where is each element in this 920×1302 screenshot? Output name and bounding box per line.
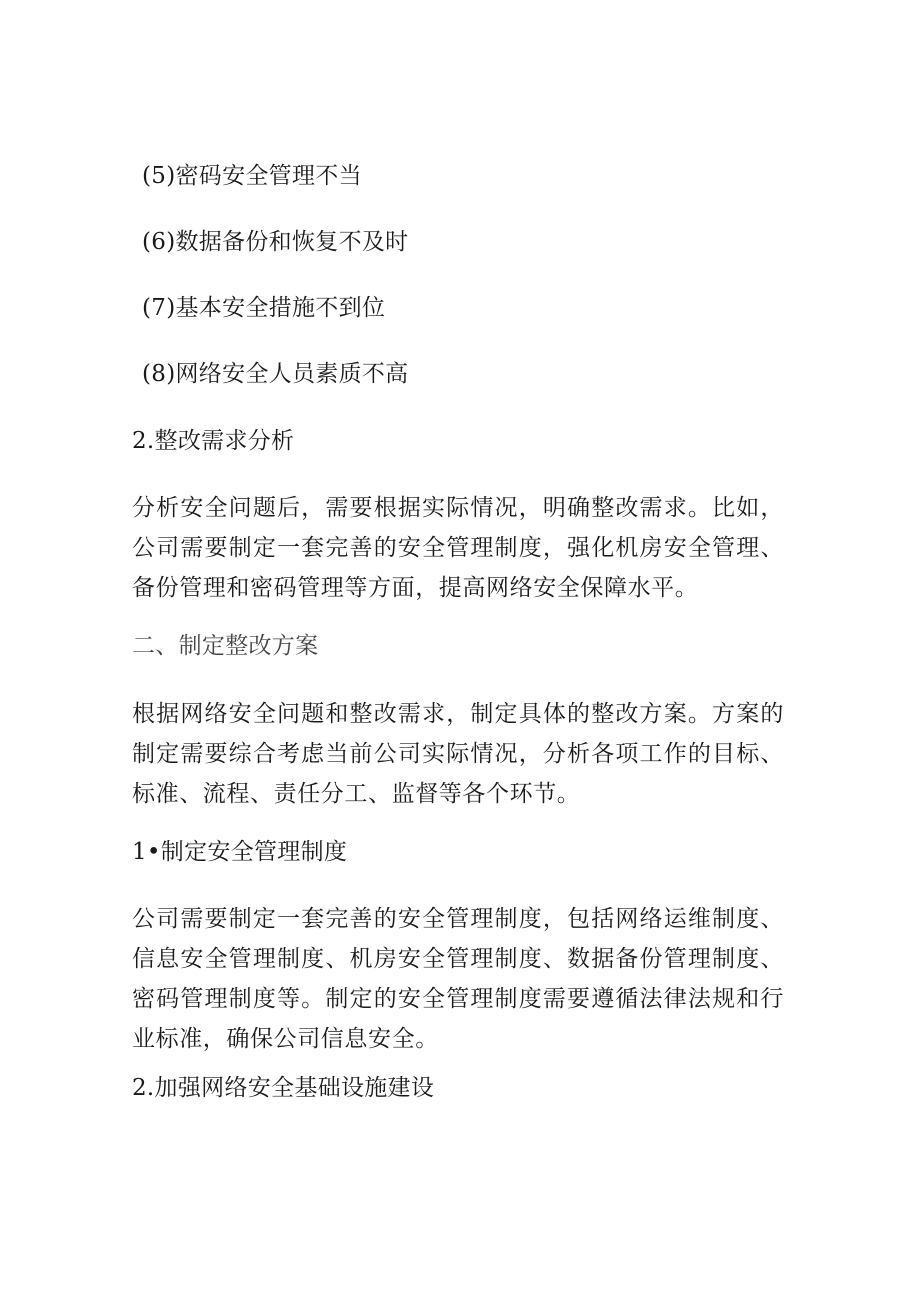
list-item: (5)密码安全管理不当 xyxy=(142,163,362,189)
list-item: (7)基本安全措施不到位 xyxy=(142,295,386,321)
list-item: (6)数据备份和恢复不及时 xyxy=(142,229,409,255)
paragraph: 分析安全问题后，需要根据实际情况，明确整改需求。比如，公司需要制定一套完善的安全管理制度，强化机房安全管理、备份管理和密码管理等方面，提高网络安全保障水平。 xyxy=(132,495,784,601)
section-heading: 1•制定安全管理制度 xyxy=(132,839,348,865)
paragraph: 根据网络安全问题和整改需求，制定具体的整改方案。方案的制定需要综合考虑当前公司实际情况，分析各项工作的目标、标准、流程、责任分工、监督等各个环节。 xyxy=(132,701,784,807)
chapter-heading: 二、制定整改方案 xyxy=(132,633,319,659)
list-item: (8)网络安全人员素质不高 xyxy=(142,361,409,387)
section-heading: 2.加强网络安全基础设施建设 xyxy=(132,1075,435,1101)
paragraph: 公司需要制定一套完善的安全管理制度，包括网络运维制度、信息安全管理制度、机房安全管理制度、数据备份管理制度、密码管理制度等。制定的安全管理制度需要遵循法律法规和行业标准，确保公司信息安全。 xyxy=(132,906,784,1052)
section-heading: 2.整改需求分析 xyxy=(132,428,295,454)
